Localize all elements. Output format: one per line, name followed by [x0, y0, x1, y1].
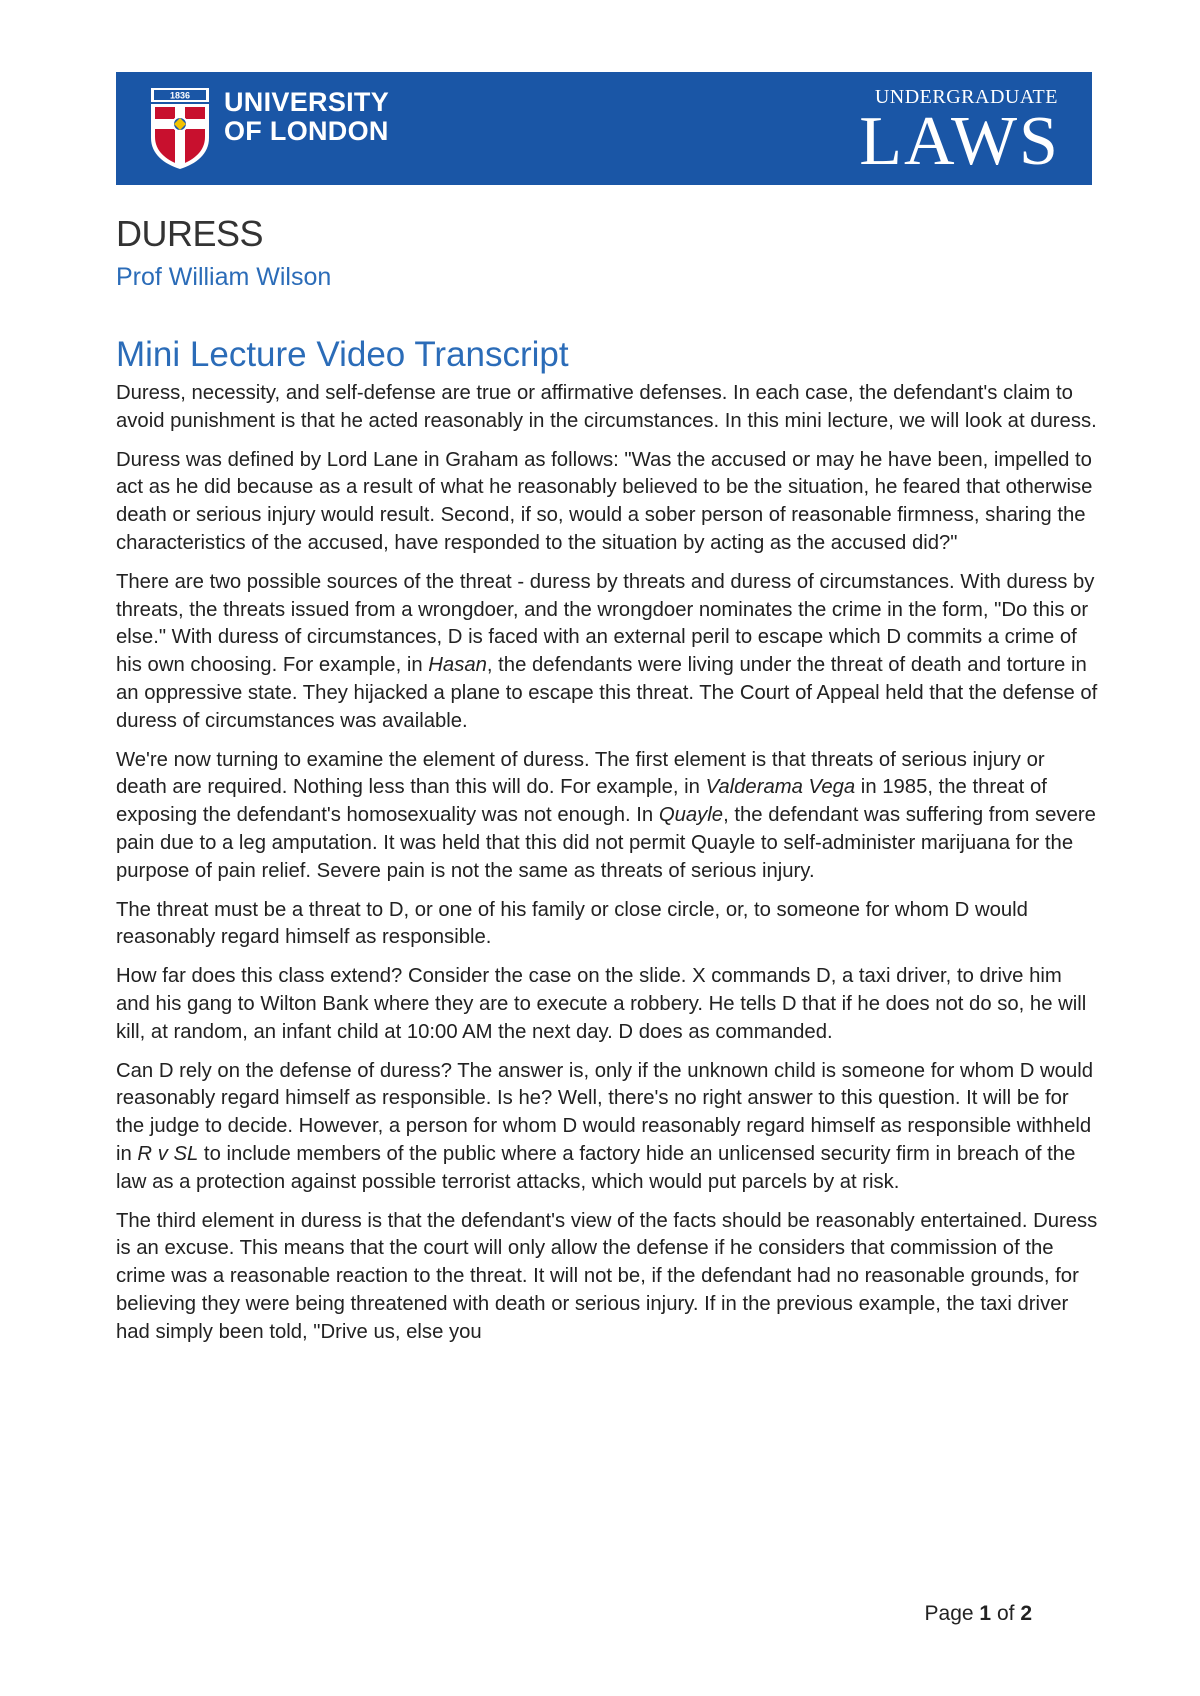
paragraph-4-text-b: in 1985, the threat of exposing the defendant's homosexuality was not enough. In: [116, 776, 1047, 827]
case-name-r-v-sl: R v SL: [137, 1142, 199, 1165]
case-name-valderama-vega: Valderama Vega: [705, 776, 856, 799]
paragraph-8: The third element in duress is that the defendant's view of the facts should be reasonably entertained. Duress is an excuse. This means that the court will only allow the defense if he considers that commission of the crime was a reasonable reaction to the threat. It will not be, if the defendant had no reasonable grounds, for believing they were being threatened with death or serious injury. If in the previous example, the taxi driver had simply been told, "Drive us, else you: [116, 1209, 1098, 1343]
university-line-1: UNIVERSITY: [224, 87, 390, 117]
paragraph-5: The threat must be a threat to D, or one of his family or close circle, or, to someone for whom D would reasonably regard himself as responsible.: [116, 898, 1028, 949]
document-author: Prof William Wilson: [116, 263, 332, 291]
paragraph-4-text-c: , the defendant was suffering from severe pain due to a leg amputation. It was held that this did not permit Quayle to self-administer marijuana for the purpose of pain relief. Severe pain is not the same as threats of serious injury.: [116, 804, 1096, 882]
total-pages: 2: [1020, 1602, 1032, 1625]
current-page: 1: [979, 1602, 992, 1625]
university-line-2: OF LONDON: [224, 116, 389, 146]
header-banner: [116, 72, 1092, 185]
of-word: of: [996, 1602, 1015, 1625]
page-word: Page: [924, 1602, 974, 1625]
paragraph-3: [116, 569, 1098, 736]
programme-subtitle: UNDERGRADUATE: [874, 86, 1058, 108]
case-name-hasan: Hasan: [428, 654, 487, 677]
paragraph-7: [116, 1058, 1098, 1197]
paragraph-7-text-b: to include members of the public where a factory hide an unlicensed security firm in breach of the law as a protection against possible terrorist attacks, which would put parcels by at risk.: [116, 1142, 1076, 1193]
crest-year: 1836: [169, 90, 191, 101]
paragraph-2: Duress was defined by Lord Lane in Graham as follows: "Was the accused or may he have been, impelled to act as he did because as a result of what he reasonably believed to be the situation, he feared that otherwise death or serious injury would result. Second, if so, would a sober person of reasonable firmness, sharing the characteristics of the accused, have responded to the situation by acting as the accused did?": [116, 448, 1093, 554]
document-title: DURESS: [116, 213, 264, 254]
university-crest-icon: [149, 86, 211, 170]
transcript-body: [116, 380, 1098, 1347]
programme-title: LAWS: [859, 103, 1060, 180]
paragraph-1: Duress, necessity, and self-defense are true or affirmative defenses. In each case, the defendant's claim to avoid punishment is that he acted reasonably in the circumstances. In this mini lecture, we will look at duress.: [116, 382, 1097, 432]
paragraph-7-text-a: Can D rely on the defense of duress? The answer is, only if the unknown child is someone for whom D would reasonably regard himself as responsible. Is he? Well, there's no right answer to this question. It will be for the judge to decide. However, a person for whom D would reasonably regard himself as responsible withheld in: [116, 1059, 1094, 1165]
paragraph-6: How far does this class extend? Consider the case on the slide. X commands D, a taxi driver, to drive him and his gang to Wilton Bank where they are to execute a robbery. He tells D that if he does not do so, he will kill, at random, an infant child at 10:00 AM the next day. D does as commanded.: [116, 965, 1087, 1043]
university-wordmark: [224, 88, 389, 146]
paragraph-3-text-b: , the defendants were living under the threat of death and torture in an oppressive state. They hijacked a plane to escape this threat. The Court of Appeal held that the defense of duress of circumstances was available.: [116, 654, 1098, 732]
case-name-quayle: Quayle: [658, 804, 724, 827]
section-heading: Mini Lecture Video Transcript: [116, 335, 569, 374]
paragraph-4-text-a: We're now turning to examine the element of duress. The first element is that threats of serious injury or death are required. Nothing less than this will do. For example, in: [116, 748, 1045, 799]
paragraph-3-text-a: There are two possible sources of the threat - duress by threats and duress of circumstances. With duress by threats, the threats issued from a wrongdoer, and the wrongdoer nominates the crime in the form, "Do this or else." With duress of circumstances, D is faced with an external peril to escape which D commits a crime of his own choosing. For example, in: [116, 570, 1095, 677]
paragraph-4: [116, 747, 1098, 886]
page-number: [925, 1601, 1032, 1627]
